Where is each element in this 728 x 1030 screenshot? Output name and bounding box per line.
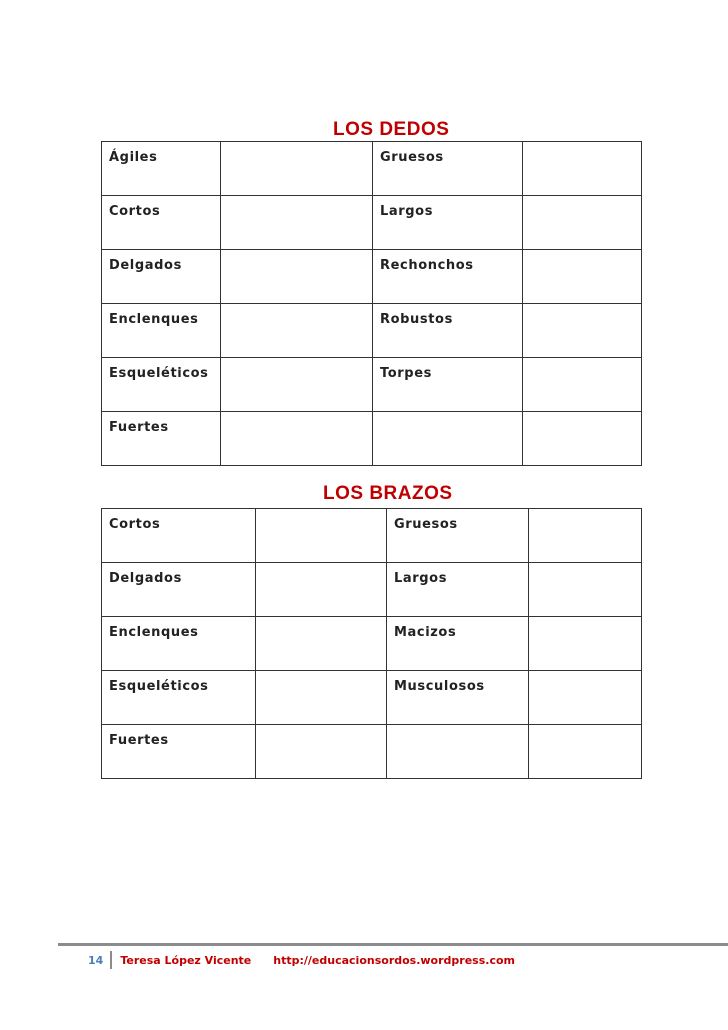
table-cell [221,250,373,304]
table-cell: Rechonchos [373,250,523,304]
footer-author: Teresa López Vicente [120,953,252,967]
table-cell: Largos [387,563,529,617]
table-cell [523,196,642,250]
table-cell [256,563,387,617]
table-cell [523,250,642,304]
table-row [102,250,642,304]
table-cell [529,563,642,617]
brazos-title: LOS BRAZOS [323,483,453,504]
table-row [102,142,642,196]
table-cell [221,412,373,466]
table-cell: Cortos [102,509,256,563]
table-cell: Delgados [102,563,256,617]
table-cell [529,671,642,725]
table-cell: Delgados [102,250,221,304]
table-cell: Esqueléticos [102,358,221,412]
table-cell [256,671,387,725]
brazos-table-body [102,509,642,779]
table-cell: Ágiles [102,142,221,196]
table-cell: Enclenques [102,617,256,671]
table-cell: Cortos [102,196,221,250]
table-cell: Fuertes [102,412,221,466]
table-cell: Torpes [373,358,523,412]
dedos-table [101,141,642,466]
table-row [102,563,642,617]
table-row [102,671,642,725]
table-row [102,358,642,412]
table-cell [373,412,523,466]
footer-divider [110,951,112,969]
table-cell [529,509,642,563]
table-cell [221,196,373,250]
dedos-title: LOS DEDOS [333,119,450,140]
table-cell: Musculosos [387,671,529,725]
table-cell [221,142,373,196]
dedos-table-body [102,142,642,466]
table-cell [221,358,373,412]
table-cell [529,725,642,779]
table-cell [256,725,387,779]
table-cell: Enclenques [102,304,221,358]
footer-rule [58,943,728,946]
table-cell: Gruesos [373,142,523,196]
table-cell: Gruesos [387,509,529,563]
table-cell: Robustos [373,304,523,358]
table-cell [523,142,642,196]
table-row [102,412,642,466]
table-cell [387,725,529,779]
table-cell [529,617,642,671]
table-row [102,304,642,358]
table-cell: Macizos [387,617,529,671]
table-cell: Largos [373,196,523,250]
table-cell [256,617,387,671]
table-row [102,509,642,563]
table-cell: Fuertes [102,725,256,779]
table-cell [523,412,642,466]
brazos-table [101,508,642,779]
page-number: 14 [88,953,104,967]
page-footer [88,951,515,969]
footer-url[interactable]: http://educacionsordos.wordpress.com [273,953,515,967]
table-row [102,617,642,671]
table-cell [221,304,373,358]
table-cell [523,358,642,412]
table-cell: Esqueléticos [102,671,256,725]
table-cell [523,304,642,358]
table-cell [256,509,387,563]
table-row [102,725,642,779]
table-row [102,196,642,250]
